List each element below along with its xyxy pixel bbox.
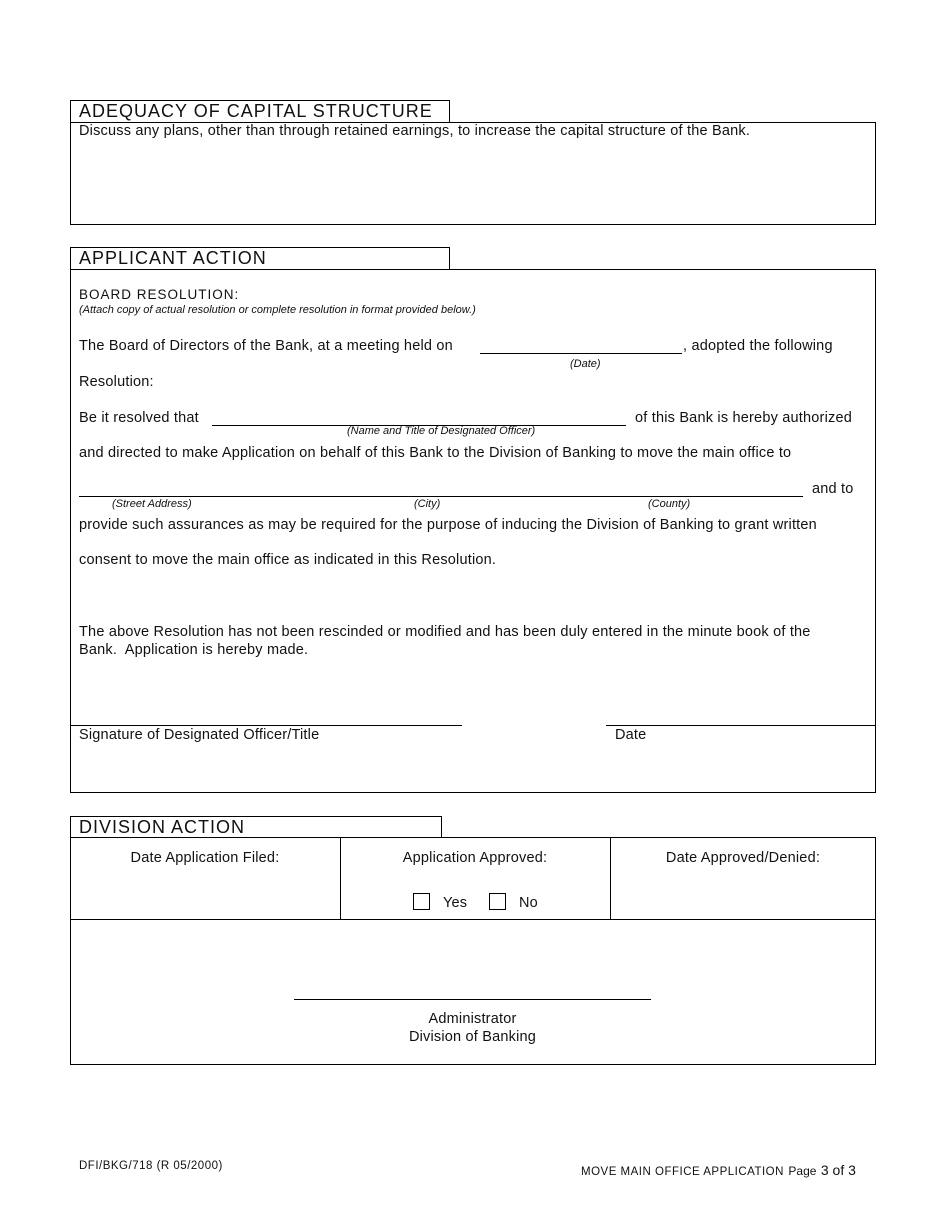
officer-caption: (Name and Title of Designated Officer) (347, 425, 536, 437)
resolution-line-4: and directed to make Application on behalf of this Bank to the Division of Banking to move the main office to (79, 445, 792, 461)
yes-checkbox[interactable] (413, 893, 430, 910)
resolution-line-1-suffix: , adopted the following (683, 338, 833, 354)
administrator-label: Administrator (428, 1011, 517, 1027)
resolution-line-1-prefix: The Board of Directors of the Bank, at a meeting held on (79, 338, 453, 354)
county-caption: (County) (648, 498, 691, 510)
signature-field[interactable] (70, 725, 462, 726)
form-page-info (581, 1162, 856, 1180)
meeting-date-field[interactable] (480, 353, 682, 354)
capital-section-title: ADEQUACY OF CAPITAL STRUCTURE (70, 100, 450, 123)
board-resolution-note: (Attach copy of actual resolution or complete resolution in format provided below.) (79, 304, 476, 316)
new-office-address-field[interactable] (79, 496, 803, 497)
application-approved-label: Application Approved: (402, 850, 548, 866)
yes-label: Yes (443, 895, 468, 911)
resolution-line-3-prefix: Be it resolved that (79, 410, 199, 426)
signature-date-field[interactable] (606, 725, 876, 726)
page-word: Page (788, 1164, 817, 1178)
date-filed-label: Date Application Filed: (130, 850, 280, 866)
signature-label: Signature of Designated Officer/Title (79, 727, 320, 743)
closing-line-1: The above Resolution has not been rescinded or modified and has been duly entered in the minute book of the (79, 624, 811, 640)
capital-prompt: Discuss any plans, other than through retained earnings, to increase the capital structure of the Bank. (79, 123, 751, 139)
form-name: MOVE MAIN OFFICE APPLICATION (581, 1166, 784, 1178)
resolution-line-2: Resolution: (79, 374, 154, 390)
resolution-line-6: provide such assurances as may be required for the purpose of inducing the Division of Banking to grant written (79, 517, 817, 533)
no-label: No (519, 895, 538, 911)
administrator-signature-field[interactable] (294, 999, 651, 1000)
page-number: 3 of 3 (820, 1162, 856, 1178)
no-checkbox[interactable] (489, 893, 506, 910)
board-resolution-label: BOARD RESOLUTION: (79, 287, 240, 302)
form-code: DFI/BKG/718 (R 05/2000) (79, 1160, 223, 1172)
date-approved-label: Date Approved/Denied: (665, 850, 821, 866)
applicant-section-title: APPLICANT ACTION (70, 247, 450, 270)
street-caption: (Street Address) (112, 498, 192, 510)
closing-line-2: Bank. Application is hereby made. (79, 642, 309, 658)
resolution-line-3-suffix: of this Bank is hereby authorized (635, 410, 852, 426)
division-section-title: DIVISION ACTION (70, 816, 442, 838)
division-of-banking-label: Division of Banking (408, 1029, 537, 1045)
signature-date-label: Date (615, 727, 647, 743)
resolution-line-5-suffix: and to (812, 481, 854, 497)
date-caption: (Date) (570, 358, 601, 370)
city-caption: (City) (414, 498, 441, 510)
resolution-line-7: consent to move the main office as indicated in this Resolution. (79, 552, 497, 568)
